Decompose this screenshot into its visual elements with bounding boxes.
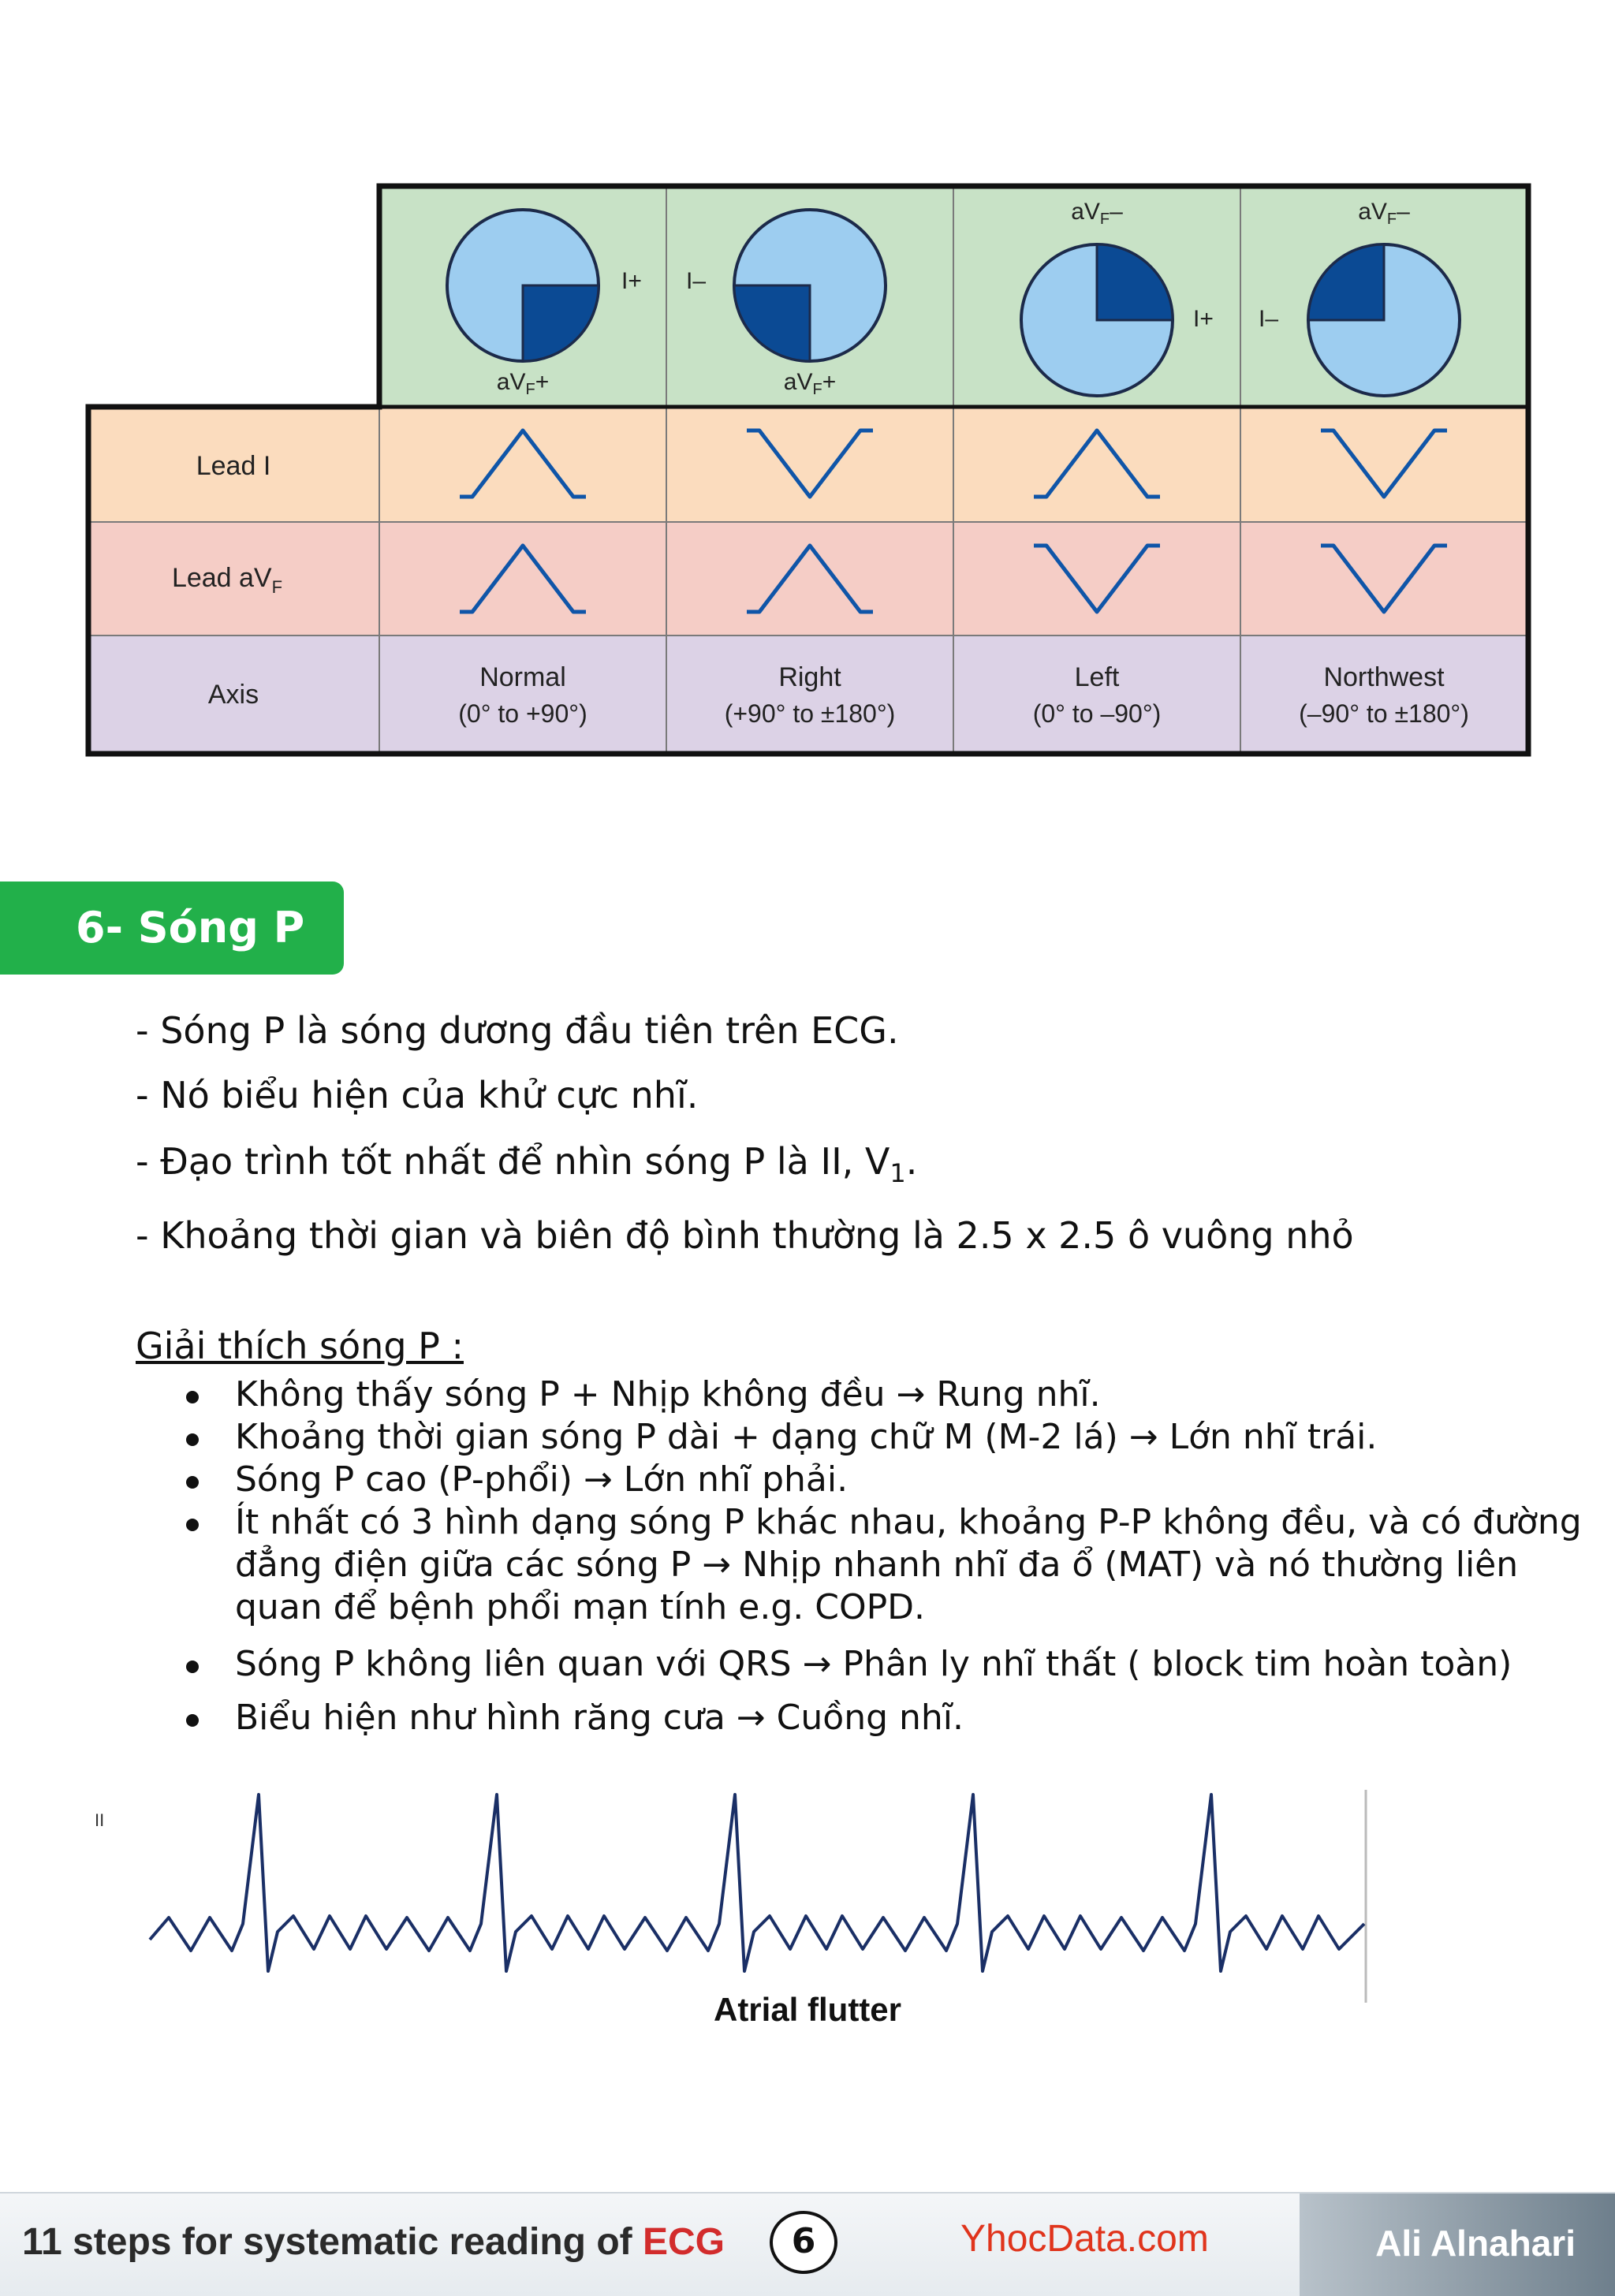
row-header-lead-i: Lead I [196, 451, 271, 481]
label-i-minus: I– [686, 268, 707, 294]
text-line-4: - Khoảng thời gian và biên độ bình thường là 2.5 x 2.5 ô vuông nhỏ [136, 1214, 1354, 1257]
text-line-3 [136, 1140, 917, 1188]
axis-range-northwest: (–90° to ±180°) [1299, 699, 1469, 728]
label-i-plus: I+ [1193, 306, 1214, 332]
axis-name-normal: Normal [479, 662, 566, 692]
ecg-strip [95, 1790, 1372, 2011]
text-line-1: - Sóng P là sóng dương đầu tiên trên ECG. [136, 1009, 899, 1052]
row-header-axis: Axis [207, 680, 259, 710]
axis-name-right: Right [778, 662, 841, 692]
axis-range-normal: (0° to +90°) [458, 699, 587, 728]
text-line-3-end: . [905, 1140, 918, 1183]
bullet-item: Sóng P không liên quan với QRS → Phân ly nhĩ thất ( block tim hoàn toàn) [136, 1643, 1591, 1686]
label-avf-plus: $aV_F+$ [496, 369, 550, 398]
axis-deviation-figure [85, 183, 1531, 757]
bullet-item: Biểu hiện như hình răng cưa → Cuồng nhĩ. [136, 1697, 1555, 1739]
site-watermark: YhocData.com [960, 2218, 1209, 2260]
bullet-dot-icon [186, 1714, 199, 1727]
bullet-item: Ít nhất có 3 hình dạng sóng P khác nhau, khoảng P-P không đều, và có đường đẳng điện giữa các sóng P → Nhịp nhanh nhĩ đa ổ (MAT) và nó thường liên quan để bệnh phổi mạn tính e.g. COPD. [136, 1501, 1607, 1629]
bullet-dot-icon [186, 1433, 199, 1446]
axis-range-right: (+90° to ±180°) [724, 699, 896, 728]
row-header-lead-avf: Lead $aV_F$ [171, 563, 283, 597]
ecg-caption: Atrial flutter [713, 1991, 901, 2028]
lead-avf-row-bg [88, 522, 1528, 636]
bullet-dot-icon [186, 1476, 199, 1489]
label-avf-minus: $aV_F-$ [1358, 199, 1410, 228]
interpretation-title: Giải thích sóng P : [136, 1325, 464, 1367]
ecg-lead-label: II [95, 1810, 105, 1830]
label-i-minus: I– [1259, 306, 1279, 332]
axis-row-bg [88, 636, 1528, 754]
label-i-plus: I+ [621, 268, 642, 294]
ecg-strip-svg [95, 1790, 1372, 2011]
axis-range-left: (0° to –90°) [1032, 699, 1162, 728]
axis-name-northwest: Northwest [1323, 662, 1445, 692]
axis-table-svg [85, 183, 1531, 757]
lead-i-row-bg [88, 407, 1528, 522]
ecg-trace [150, 1795, 1364, 1971]
interpretation-list [136, 1374, 1582, 1739]
bullet-dot-icon [186, 1519, 199, 1531]
bullet-item: Khoảng thời gian sóng P dài + dạng chữ M (M-2 lá) → Lớn nhĩ trái. [136, 1416, 1555, 1459]
label-avf-plus: $aV_F+$ [783, 369, 837, 398]
page-number: 6 [770, 2211, 837, 2274]
subscript-1: 1 [890, 1158, 906, 1188]
section-title: 6- Sóng P [0, 882, 344, 975]
page-footer [0, 2192, 1615, 2296]
bullet-dot-icon [186, 1660, 199, 1673]
bullet-dot-icon [186, 1391, 199, 1403]
author-name: Ali Alnahari [1375, 2223, 1576, 2264]
text-line-2: - Nó biểu hiện của khử cực nhĩ. [136, 1074, 699, 1116]
footer-title: 11 steps for systematic reading of ECG [22, 2221, 725, 2263]
axis-name-left: Left [1074, 662, 1120, 692]
text-line-3-main: - Đạo trình tốt nhất để nhìn sóng P là II, V [136, 1140, 890, 1183]
label-avf-minus: $aV_F-$ [1071, 199, 1123, 228]
bullet-item: Không thấy sóng P + Nhịp không đều → Rung nhĩ. [136, 1374, 1555, 1416]
bullet-item: Sóng P cao (P-phổi) → Lớn nhĩ phải. [136, 1459, 1555, 1501]
